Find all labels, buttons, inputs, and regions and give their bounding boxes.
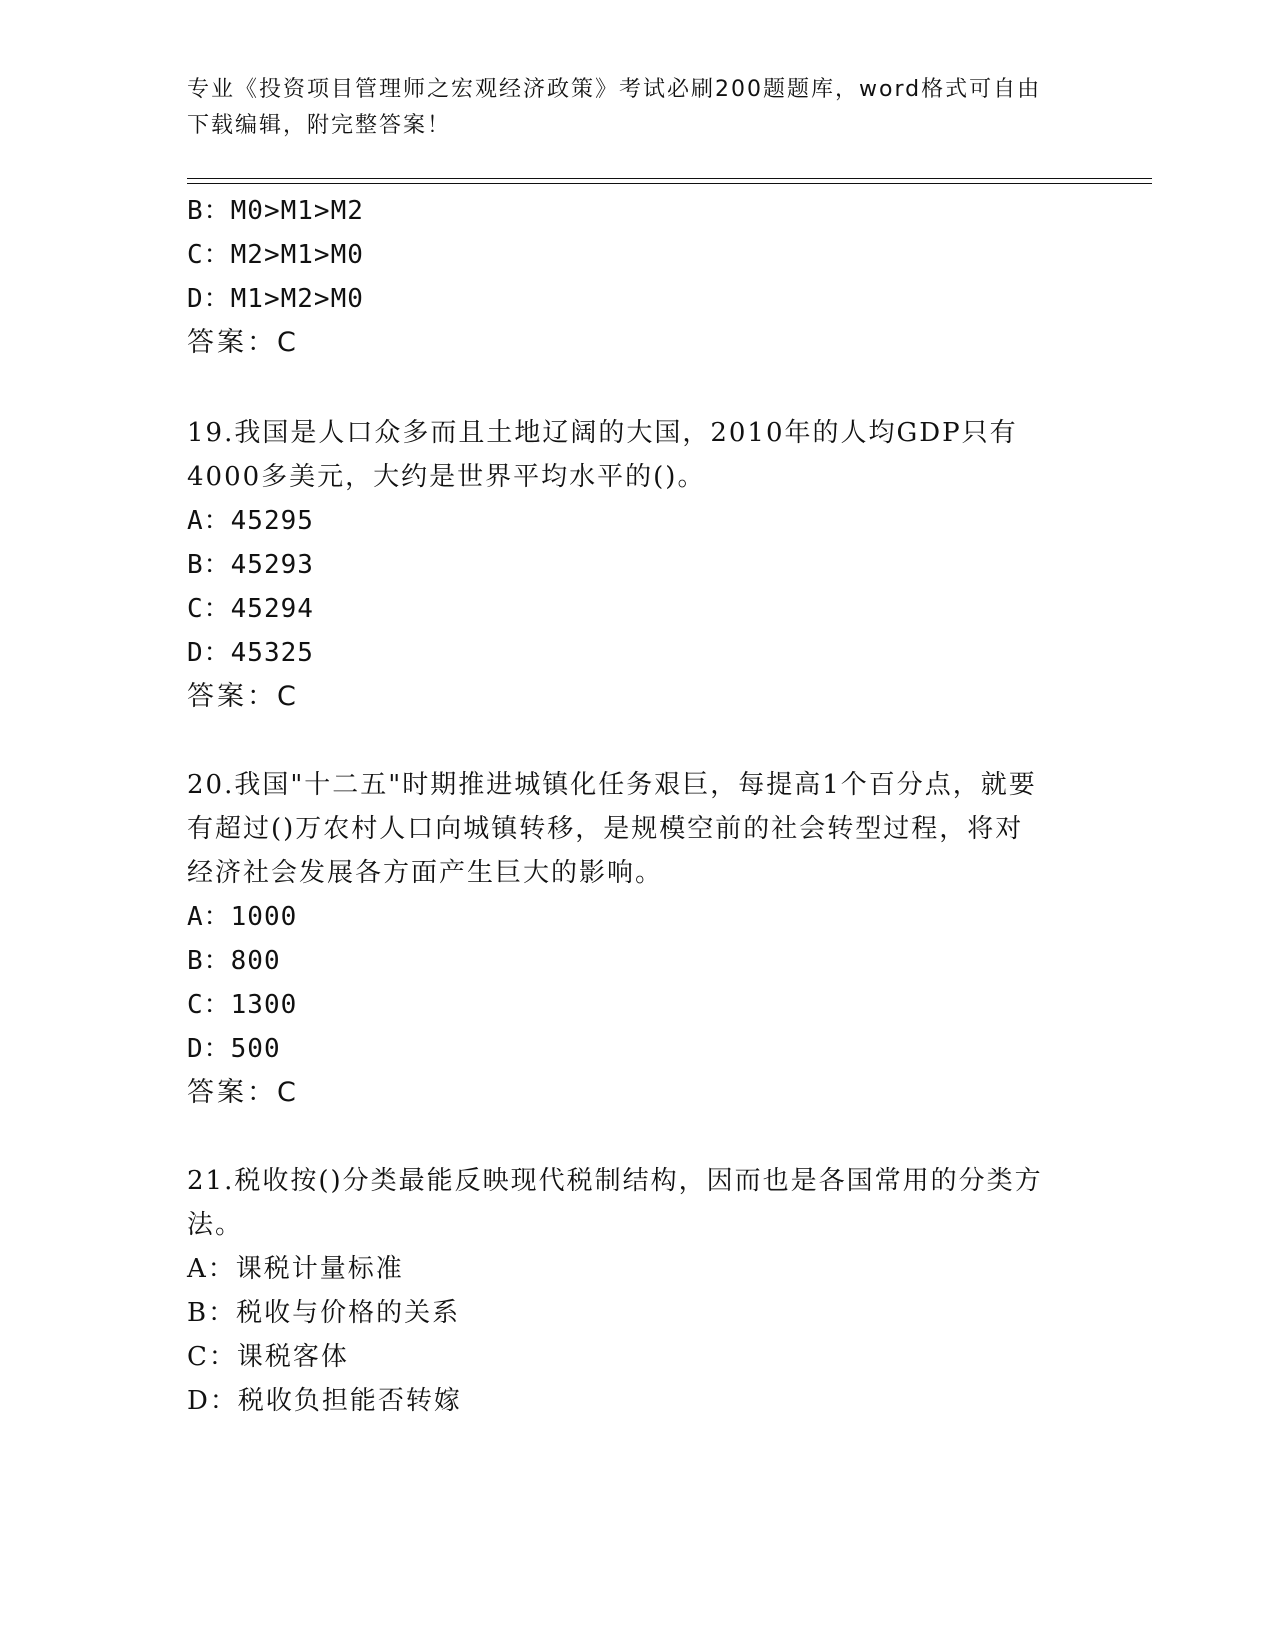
header-line-2: 下载编辑，附完整答案！ [187, 113, 452, 138]
q20-text-line-3: 经济社会发展各方面产生巨大的影响。 [187, 858, 664, 888]
prev-option-d: D：M1>M2>M0 [187, 284, 364, 314]
q20-option-d: D：500 [187, 1034, 281, 1064]
q20-option-c: C：1300 [187, 990, 298, 1020]
q19-option-d: D：45325 [187, 638, 314, 668]
q21-option-b: B：税收与价格的关系 [187, 1298, 461, 1328]
document-header [187, 72, 1087, 144]
header-divider-bottom [187, 183, 1152, 184]
q19-option-a: A：45295 [187, 506, 314, 536]
prev-option-c: C：M2>M1>M0 [187, 240, 364, 270]
prev-answer: 答案：C [187, 327, 299, 358]
prev-option-b: B：M0>M1>M2 [187, 196, 364, 226]
q21-option-c: C：课税客体 [187, 1342, 349, 1372]
q20-text-line-2: 有超过()万农村人口向城镇转移，是规模空前的社会转型过程，将对 [187, 814, 1024, 844]
q20-option-b: B：800 [187, 946, 281, 976]
q21-text-line-1: 21.税收按()分类最能反映现代税制结构，因而也是各国常用的分类方 [187, 1166, 1043, 1196]
header-line-1: 专业《投资项目管理师之宏观经济政策》考试必刷200题题库，word格式可自由 [187, 77, 1042, 102]
header-divider-top [187, 178, 1152, 179]
q19-answer: 答案：C [187, 681, 299, 712]
q19-option-b: B：45293 [187, 550, 314, 580]
q19-text-line-2: 4000多美元，大约是世界平均水平的()。 [187, 462, 706, 492]
q19-option-c: C：45294 [187, 594, 314, 624]
q21-option-d: D：税收负担能否转嫁 [187, 1386, 462, 1416]
q21-text-line-2: 法。 [187, 1210, 244, 1240]
q20-option-a: A：1000 [187, 902, 298, 932]
q19-text-line-1: 19.我国是人口众多而且土地辽阔的大国，2010年的人均GDP只有 [187, 418, 1018, 448]
q20-text-line-1: 20.我国"十二五"时期推进城镇化任务艰巨，每提高1个百分点，就要 [187, 770, 1037, 800]
q21-option-a: A：课税计量标准 [187, 1254, 404, 1284]
q20-answer: 答案：C [187, 1077, 299, 1108]
